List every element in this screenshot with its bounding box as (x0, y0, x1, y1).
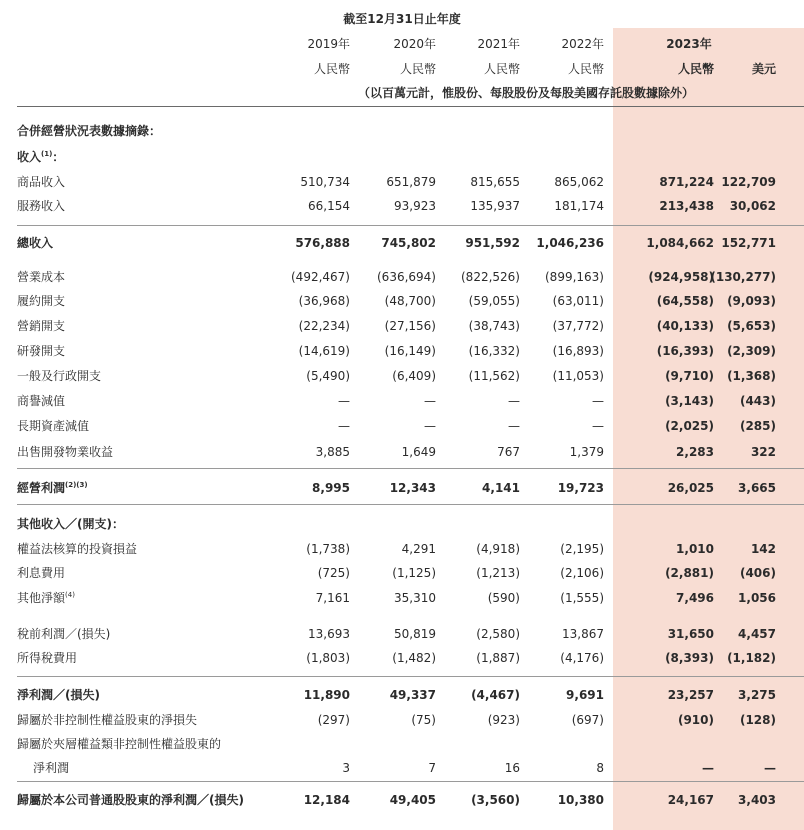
table-cell: (6,409) (392, 369, 436, 383)
table-cell: (3,143) (665, 394, 714, 408)
table-cell: 576,888 (295, 236, 350, 250)
row-label-text: 稅前利潤／(損失) (17, 627, 111, 641)
table-cell: 152,771 (721, 236, 776, 250)
row-label (17, 542, 137, 556)
row-label-text: 其他收入／(開支)： (17, 517, 124, 531)
table-cell: 871,224 (659, 175, 714, 189)
table-cell: (130,277) (710, 270, 776, 284)
row-label-text: 商譽減值 (17, 394, 66, 408)
table-cell: (36,968) (298, 294, 350, 308)
table-cell: 2,283 (676, 445, 714, 459)
table-cell: (2,580) (476, 627, 520, 641)
row-label (17, 236, 53, 250)
table-cell: 951,592 (465, 236, 520, 250)
table-cell: (725) (317, 566, 350, 580)
table-cell: (406) (739, 566, 776, 580)
row-label-text: 營銷開支 (17, 319, 66, 333)
table-cell: (822,526) (461, 270, 520, 284)
table-cell: (4,918) (476, 542, 520, 556)
table-cell: (697) (571, 713, 604, 727)
table-cell: — (338, 394, 350, 408)
table-cell: (285) (739, 419, 776, 433)
table-cell: 10,380 (557, 793, 604, 807)
table-cell: 7,496 (676, 591, 714, 605)
table-cell: 23,257 (667, 688, 714, 702)
row-label-text: 淨利潤 (33, 761, 70, 775)
table-cell: 24,167 (667, 793, 714, 807)
row-label (17, 591, 75, 605)
table-cell: 8,995 (312, 481, 350, 495)
table-cell: 3,403 (738, 793, 776, 807)
table-cell: (1,213) (476, 566, 520, 580)
row-label-text: 其他淨額 (17, 591, 66, 605)
row-label-text: 服務收入 (17, 199, 66, 213)
table-cell: (9,093) (727, 294, 776, 308)
table-cell: 13,693 (308, 627, 350, 641)
row-label (17, 369, 101, 383)
table-cell: 122,709 (721, 175, 776, 189)
row-label (17, 419, 89, 433)
table-cell: 11,890 (303, 688, 350, 702)
currency-label: 人民幣 (567, 62, 604, 76)
table-cell: 745,802 (381, 236, 436, 250)
row-label (17, 651, 77, 665)
table-cell: 1,649 (401, 445, 436, 459)
table-cell: 50,819 (394, 627, 436, 641)
row-label-text: 履約開支 (17, 294, 66, 308)
table-cell: 651,879 (386, 175, 436, 189)
row-label (17, 394, 65, 408)
table-cell: (14,619) (298, 344, 350, 358)
table-cell: (5,653) (727, 319, 776, 333)
table-cell: (2,881) (665, 566, 714, 580)
row-label-text: 長期資產減值 (17, 419, 90, 433)
table-cell: (1,738) (306, 542, 350, 556)
table-cell: (590) (487, 591, 520, 605)
row-divider (17, 225, 804, 226)
table-cell: 322 (750, 445, 776, 459)
table-cell: 1,010 (676, 542, 714, 556)
table-cell: (59,055) (468, 294, 520, 308)
table-cell: (63,011) (552, 294, 604, 308)
row-label (17, 270, 65, 284)
year-label: 2019年 (307, 37, 350, 51)
section-title: 合併經營狀況表數據摘錄： (17, 124, 162, 138)
table-cell: (27,156) (384, 319, 436, 333)
table-cell: (492,467) (291, 270, 350, 284)
header-rule (17, 106, 804, 107)
table-cell: (16,393) (656, 344, 714, 358)
row-label-text: 總收入 (17, 236, 54, 250)
table-cell: (1,887) (476, 651, 520, 665)
row-label-text: 出售開發物業收益 (17, 445, 114, 459)
table-cell: (1,555) (560, 591, 604, 605)
table-cell: — (592, 419, 604, 433)
row-label (17, 737, 221, 751)
table-cell: 815,655 (470, 175, 520, 189)
table-cell: (11,562) (468, 369, 520, 383)
table-cell: (1,182) (727, 651, 776, 665)
row-label-text: 利息費用 (17, 566, 66, 580)
table-cell: (5,490) (306, 369, 350, 383)
table-cell: 181,174 (554, 199, 604, 213)
row-label-text: 研發開支 (17, 344, 66, 358)
row-label (17, 319, 65, 333)
table-cell: 1,084,662 (646, 236, 714, 250)
table-cell: (1,482) (392, 651, 436, 665)
table-cell: — (764, 761, 776, 775)
row-label-suffix: ： (52, 150, 65, 164)
table-cell: 12,184 (303, 793, 350, 807)
table-cell: 8 (596, 761, 604, 775)
table-cell: (40,133) (656, 319, 714, 333)
table-cell: 3,275 (738, 688, 776, 702)
row-divider (17, 504, 804, 505)
table-cell: — (592, 394, 604, 408)
table-cell: 26,025 (667, 481, 714, 495)
row-label (17, 517, 124, 531)
table-cell: — (424, 419, 436, 433)
row-divider (17, 781, 804, 782)
row-label-text: 淨利潤／(損失) (17, 688, 100, 702)
row-label (17, 793, 244, 807)
table-cell: (924,958) (648, 270, 714, 284)
row-divider (17, 676, 804, 677)
table-cell: (2,025) (665, 419, 714, 433)
currency-label: 人民幣 (483, 62, 520, 76)
row-label-text: 權益法核算的投資損益 (17, 542, 138, 556)
table-cell: (1,368) (727, 369, 776, 383)
currency-label: 美元 (751, 62, 776, 76)
table-cell: (38,743) (468, 319, 520, 333)
table-cell: 865,062 (554, 175, 604, 189)
table-cell: 510,734 (300, 175, 350, 189)
table-cell: 12,343 (389, 481, 436, 495)
table-cell: 4,457 (738, 627, 776, 641)
table-cell: 7 (428, 761, 436, 775)
table-cell: (2,106) (560, 566, 604, 580)
table-cell: 93,923 (394, 199, 436, 213)
table-cell: (16,149) (384, 344, 436, 358)
table-cell: 4,141 (482, 481, 520, 495)
table-cell: (4,176) (560, 651, 604, 665)
row-label (17, 199, 65, 213)
footnote-ref: (4) (65, 591, 75, 599)
period-heading: 截至12月31日止年度 (343, 12, 461, 26)
table-cell: 4,291 (401, 542, 436, 556)
table-cell: 30,062 (729, 199, 776, 213)
row-label (17, 445, 113, 459)
table-cell: 213,438 (659, 199, 714, 213)
footnote-ref: (1) (41, 150, 53, 158)
table-cell: (1,803) (306, 651, 350, 665)
row-label (17, 627, 110, 641)
row-label-text: 歸屬於夾層權益類非控制性權益股東的 (17, 737, 222, 751)
table-cell: (923) (487, 713, 520, 727)
table-cell: — (508, 394, 520, 408)
year-label: 2021年 (477, 37, 520, 51)
table-cell: (3,560) (471, 793, 520, 807)
row-label (17, 713, 197, 727)
table-cell: 31,650 (667, 627, 714, 641)
table-cell: 767 (497, 445, 520, 459)
row-label-text: 經營利潤 (17, 481, 66, 495)
unit-note: （以百萬元計，惟股份、每股股份及每股美國存託股數據除外） (357, 86, 694, 100)
table-cell: (48,700) (384, 294, 436, 308)
row-label-text: 歸屬於非控制性權益股東的淨損失 (17, 713, 198, 727)
row-label-text: 收入 (17, 150, 42, 164)
table-cell: 3,665 (738, 481, 776, 495)
table-cell: (64,558) (656, 294, 714, 308)
table-cell: (75) (411, 713, 436, 727)
table-cell: (16,893) (552, 344, 604, 358)
table-cell: 1,046,236 (536, 236, 604, 250)
table-cell: 135,937 (470, 199, 520, 213)
currency-label: 人民幣 (313, 62, 350, 76)
year-label: 2023年 (666, 37, 712, 51)
row-label (17, 566, 65, 580)
table-cell: 35,310 (394, 591, 436, 605)
currency-label: 人民幣 (399, 62, 436, 76)
table-cell: 1,379 (569, 445, 604, 459)
table-cell: (9,710) (665, 369, 714, 383)
row-label (17, 294, 65, 308)
row-divider (17, 468, 804, 469)
table-cell: (636,694) (377, 270, 436, 284)
row-label (33, 761, 69, 775)
table-cell: 49,337 (389, 688, 436, 702)
table-cell: (297) (317, 713, 350, 727)
table-cell: (11,053) (552, 369, 604, 383)
table-cell: 142 (750, 542, 776, 556)
table-cell: — (338, 419, 350, 433)
table-cell: (22,234) (298, 319, 350, 333)
table-cell: 66,154 (308, 199, 350, 213)
year-label: 2020年 (393, 37, 436, 51)
table-cell: (443) (739, 394, 776, 408)
table-cell: 1,056 (738, 591, 776, 605)
row-label (17, 481, 88, 495)
row-label-text: 營業成本 (17, 270, 66, 284)
table-cell: (899,163) (545, 270, 604, 284)
footnote-ref: (2)(3) (65, 481, 88, 489)
row-label-text: 所得稅費用 (17, 651, 78, 665)
table-cell: (128) (739, 713, 776, 727)
table-cell: — (508, 419, 520, 433)
row-label (17, 150, 64, 164)
table-cell: (8,393) (665, 651, 714, 665)
table-cell: (2,309) (727, 344, 776, 358)
row-label (17, 344, 65, 358)
table-cell: (2,195) (560, 542, 604, 556)
row-label (17, 175, 65, 189)
row-label-text: 一般及行政開支 (17, 369, 102, 383)
table-cell: — (702, 761, 714, 775)
table-cell: (1,125) (392, 566, 436, 580)
table-cell: 9,691 (566, 688, 604, 702)
table-cell: (37,772) (552, 319, 604, 333)
table-cell: (16,332) (468, 344, 520, 358)
currency-label: 人民幣 (677, 62, 714, 76)
row-label-text: 商品收入 (17, 175, 66, 189)
table-cell: 49,405 (389, 793, 436, 807)
table-cell: (910) (677, 713, 714, 727)
table-cell: 7,161 (315, 591, 350, 605)
table-cell: 16 (504, 761, 520, 775)
table-cell: — (424, 394, 436, 408)
row-label (17, 688, 100, 702)
table-cell: 3,885 (315, 445, 350, 459)
row-label-text: 歸屬於本公司普通股股東的淨利潤／(損失) (17, 793, 244, 807)
table-cell: (4,467) (471, 688, 520, 702)
year-label: 2022年 (561, 37, 604, 51)
table-cell: 13,867 (562, 627, 604, 641)
table-cell: 19,723 (557, 481, 604, 495)
table-cell: 3 (342, 761, 350, 775)
